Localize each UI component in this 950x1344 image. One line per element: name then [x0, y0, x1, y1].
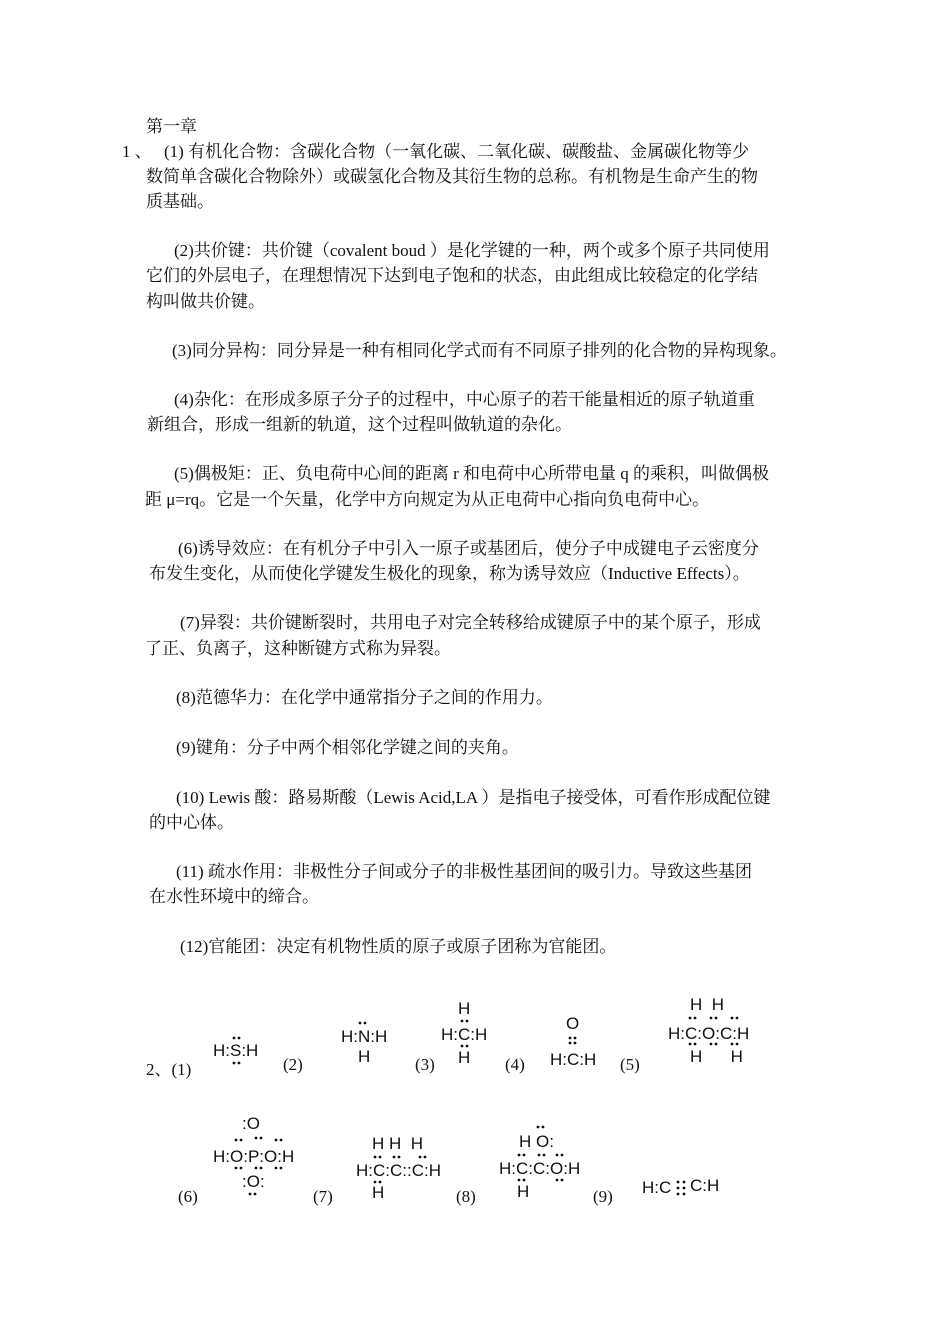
hcho-top: O: [566, 1014, 580, 1033]
def6-line1: (6)诱导效应：在有机分子中引入一原子或基团后，使分子中成键电子云密度分: [178, 539, 759, 558]
lewis-structure-acetylene: [640, 1172, 730, 1202]
lewis-structure-propene: [354, 1130, 454, 1205]
lewis-label-6: (6): [178, 1187, 198, 1206]
ether-bottom: H H: [690, 1047, 743, 1066]
lewis-structure-dimethyl-ether: [666, 992, 766, 1067]
propene-top: H H H: [372, 1134, 423, 1153]
def6-line2: 布发生变化，从而使化学键发生极化的现象，称为诱导效应（Inductive Effects）。: [149, 564, 750, 583]
def10-line2: 的中心体。: [149, 813, 234, 832]
lewis-label-3: (3): [415, 1055, 435, 1074]
def2-line2: 它们的外层电子，在理想情况下达到电子饱和的状态，由此组成比较稳定的化学结: [146, 266, 758, 285]
nh3-bottom: H: [358, 1047, 371, 1066]
lewis-structure-phosphoric-acid: [210, 1110, 310, 1205]
section1-number: 1 、: [122, 142, 152, 161]
ch4-row: H:C:H: [441, 1025, 488, 1044]
ether-top: H H: [690, 995, 724, 1014]
def11-line2: 在水性环境中的缔合。: [149, 887, 319, 906]
propene-bottom: H: [372, 1183, 385, 1202]
def4-line1: (4)杂化：在形成多原子分子的过程中，中心原子的若干能量相近的原子轨道重: [174, 390, 755, 409]
hcho-row: H:C:H: [550, 1050, 597, 1069]
h3po4-top: :O: [242, 1114, 260, 1133]
lewis-structure-acetic-acid: [497, 1118, 597, 1203]
acetic-top: H O:: [519, 1132, 554, 1151]
acetylene-left: H:C: [642, 1178, 672, 1197]
lewis-label-9: (9): [593, 1187, 613, 1206]
lewis-structure-ch4: [438, 995, 498, 1070]
def2-line3: 构叫做共价键。: [146, 292, 265, 311]
chapter-title: 第一章: [146, 117, 197, 136]
ether-row: H:C:O:C:H: [668, 1024, 750, 1043]
def7-line2: 了正、负离子，这种断键方式称为异裂。: [145, 639, 451, 658]
def5-line1: (5)偶极矩：正、负电荷中心间的距离 r 和电荷中心所带电量 q 的乘积，叫做偶极: [174, 464, 769, 483]
acetic-row: H:C:C:O:H: [499, 1159, 581, 1178]
lewis-label-8: (8): [456, 1187, 476, 1206]
def12-line1: (12)官能团：决定有机物性质的原子或原子团称为官能团。: [180, 937, 617, 956]
def4-line2: 新组合，形成一组新的轨道，这个过程叫做轨道的杂化。: [147, 415, 572, 434]
def11-line1: (11) 疏水作用：非极性分子间或分子的非极性基团间的吸引力。导致这些基团: [176, 862, 752, 881]
def1-line1: (1) 有机化合物：含碳化合物（一氧化碳、二氧化碳、碳酸盐、金属碳化物等少: [164, 142, 750, 161]
ch4-bottom: H: [458, 1048, 471, 1067]
lewis-structure-h2s: [210, 1030, 270, 1070]
propene-row: H:C:C::C:H: [356, 1161, 441, 1180]
lewis-structure-nh3: [338, 1018, 398, 1068]
h3po4-bottom: :O:: [242, 1172, 265, 1191]
def9-line1: (9)键角：分子中两个相邻化学键之间的夹角。: [176, 738, 519, 757]
def7-line1: (7)异裂：共价键断裂时，共用电子对完全转移给成键原子中的某个原子，形成: [180, 613, 761, 632]
acetylene-right: C:H: [690, 1176, 720, 1195]
ch4-top: H: [458, 999, 471, 1018]
nh3-row: H:N:H: [341, 1027, 388, 1046]
lewis-structure-hcho: [548, 1010, 608, 1070]
lewis-label-1: 2、(1): [146, 1060, 192, 1079]
acetic-bottom: H: [517, 1182, 530, 1201]
h3po4-row: H:O:P:O:H: [213, 1147, 295, 1166]
def2-line1: (2)共价键：共价键（covalent boud ）是化学键的一种，两个或多个原子共同使用: [174, 241, 770, 260]
h2s-row: H:S:H: [213, 1041, 259, 1060]
lewis-label-7: (7): [313, 1187, 333, 1206]
lewis-label-2: (2): [283, 1055, 303, 1074]
lewis-label-4: (4): [505, 1055, 525, 1074]
def5-line2: 距 μ=rq。它是一个矢量，化学中方向规定为从正电荷中心指向负电荷中心。: [145, 490, 710, 509]
def10-line1: (10) Lewis 酸：路易斯酸（Lewis Acid,LA ）是指电子接受体，可看作形成配位键: [176, 788, 771, 807]
def1-line3: 质基础。: [146, 192, 214, 211]
def8-line1: (8)范德华力：在化学中通常指分子之间的作用力。: [176, 688, 553, 707]
def1-line2: 数简单含碳化合物除外）或碳氢化合物及其衍生物的总称。有机物是生命产生的物: [146, 167, 758, 186]
lewis-label-5: (5): [620, 1055, 640, 1074]
def3-line1: (3)同分异构：同分异是一种有相同化学式而有不同原子排列的化合物的异构现象。: [172, 341, 787, 360]
